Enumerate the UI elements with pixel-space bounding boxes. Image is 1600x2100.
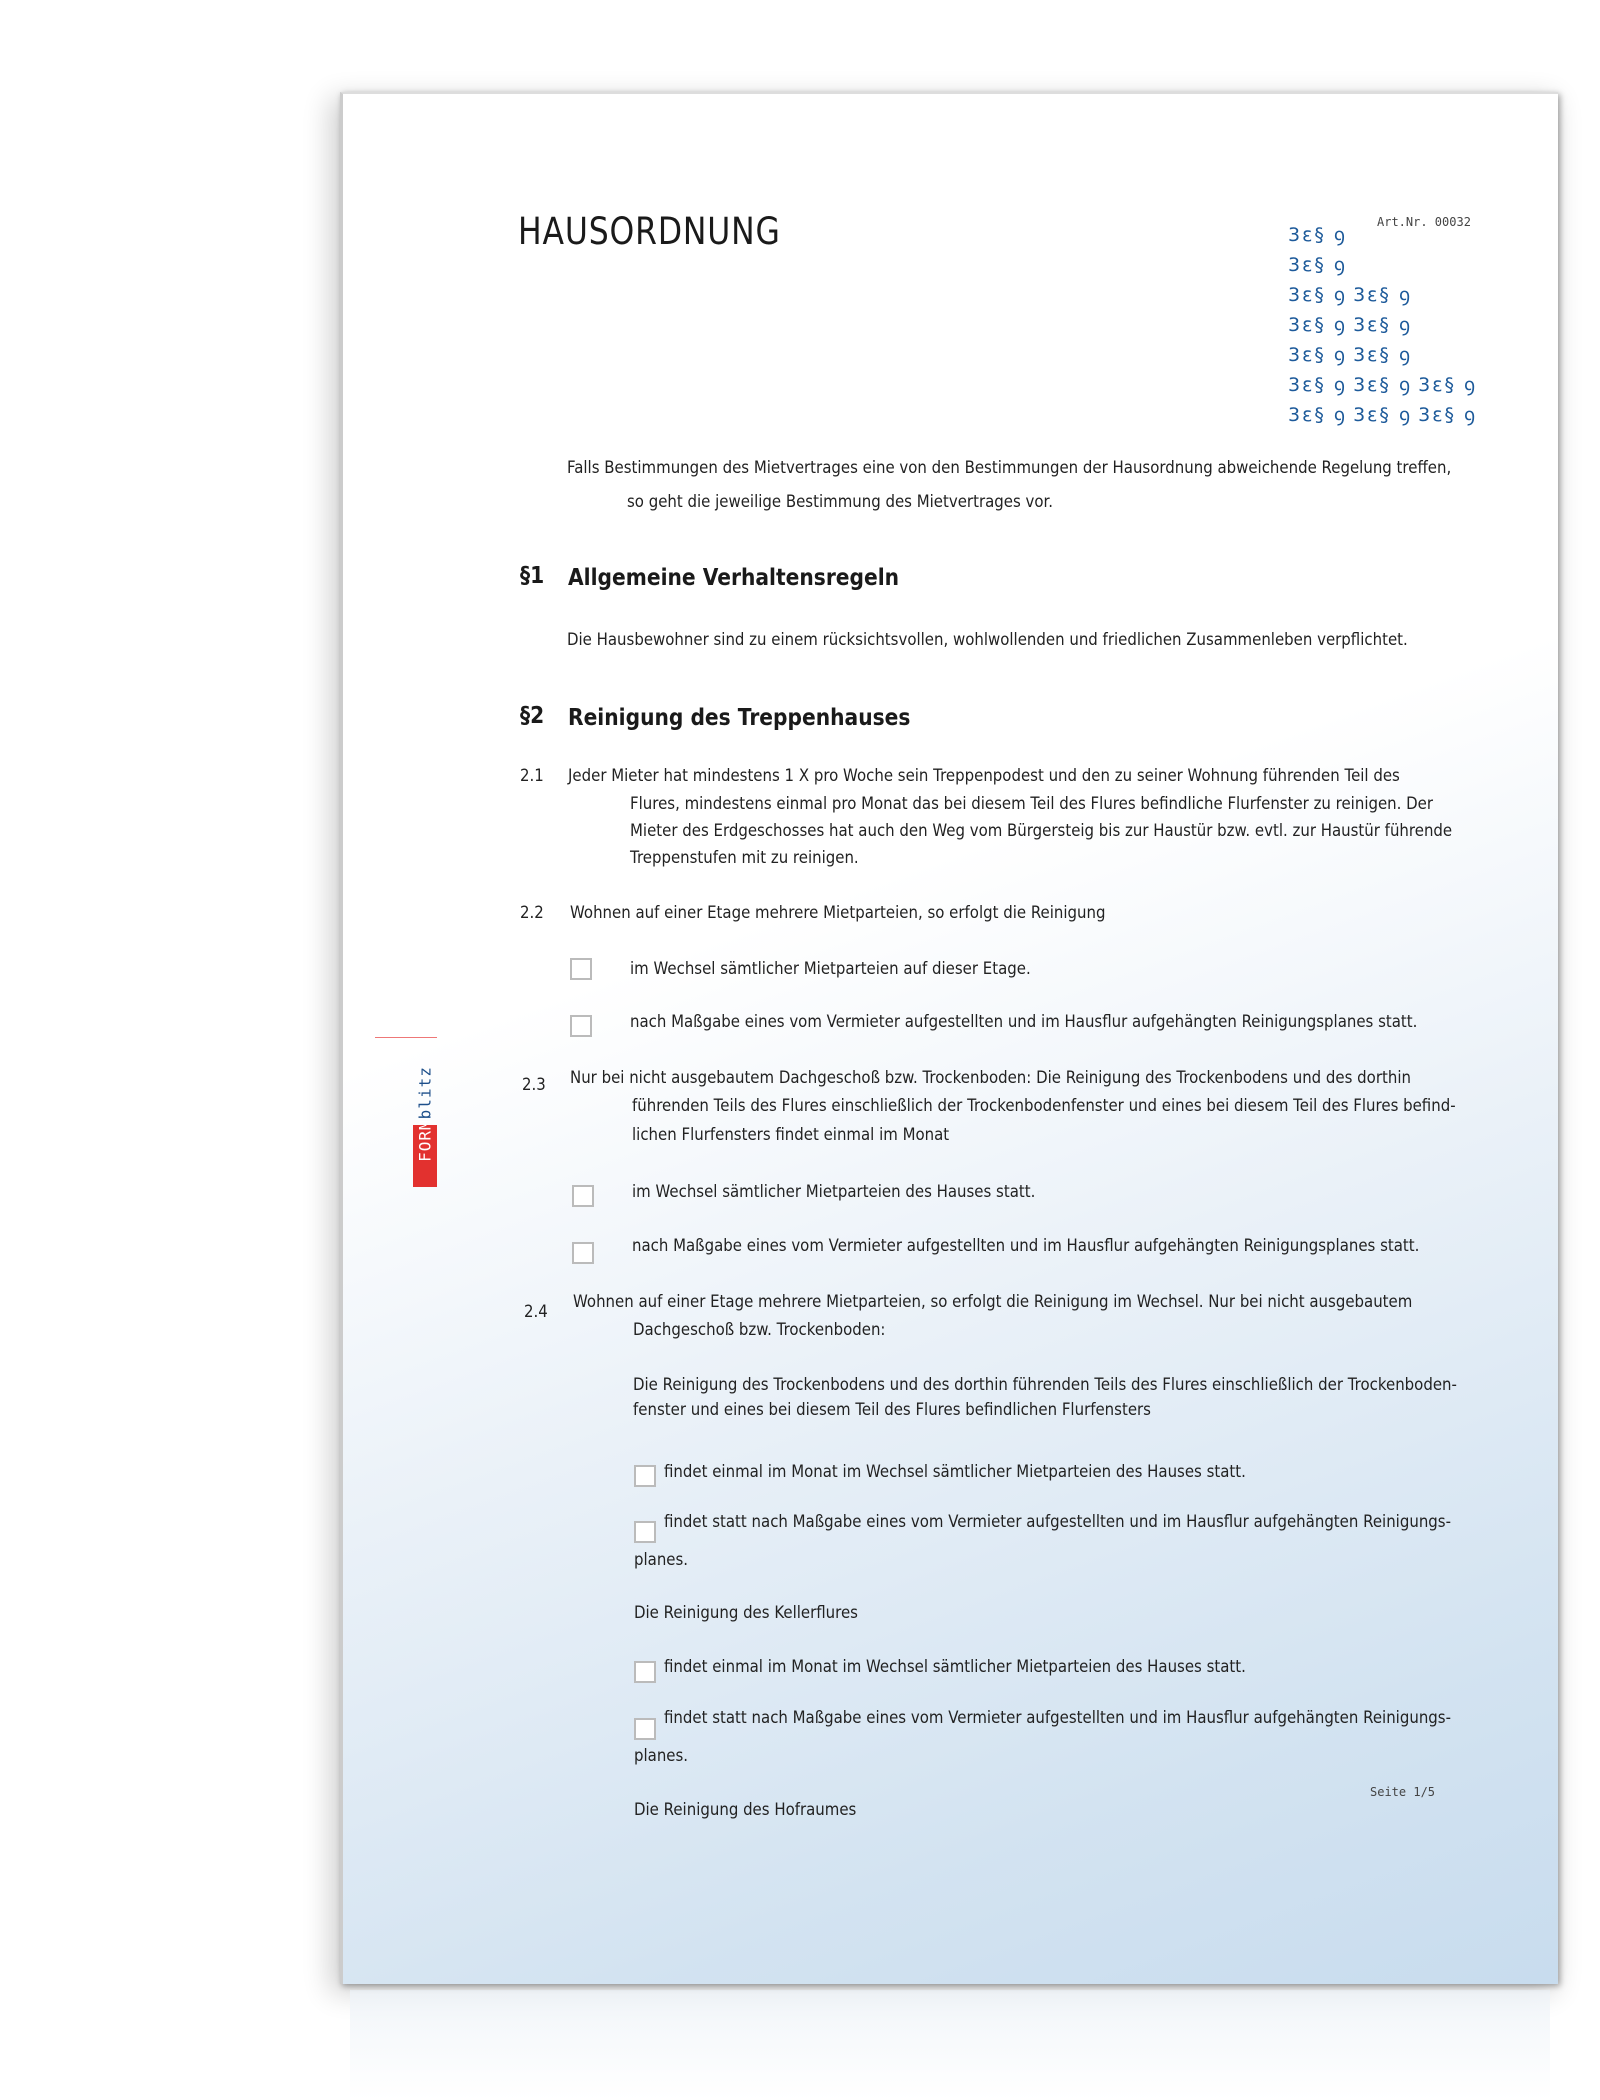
clause-line: Mieter des Erdgeschosses hat auch den Weg vom Bürgersteig bis zur Haustür bzw. evtl. zur Haustür führende bbox=[630, 821, 1453, 841]
clause-line: Die Reinigung des Trockenbodens und des dorthin führenden Teils des Flures einschließlich der Trockenboden- bbox=[633, 1375, 1457, 1395]
pattern-glyphs: 3ε§ ꝯ bbox=[1353, 344, 1413, 366]
logo-line bbox=[375, 1037, 437, 1038]
subheading: Die Reinigung des Kellerflures bbox=[634, 1603, 858, 1623]
section-number: §1 bbox=[520, 563, 545, 589]
checkbox-label: nach Maßgabe eines vom Vermieter aufgestellten und im Hausflur aufgehängten Reinigungsplanes statt. bbox=[632, 1236, 1420, 1256]
clause-line: Flures, mindestens einmal pro Monat das bei diesem Teil des Flures befindliche Flurfenster zu reinigen. Der bbox=[630, 794, 1434, 814]
clause-line: Wohnen auf einer Etage mehrere Mietparteien, so erfolgt die Reinigung im Wechsel. Nur bei nicht ausgebautem bbox=[573, 1292, 1413, 1312]
pattern-glyphs: 3ε§ ꝯ bbox=[1353, 284, 1413, 306]
subheading: Die Reinigung des Hofraumes bbox=[634, 1800, 857, 1820]
page-reflection bbox=[350, 1990, 1550, 2100]
checkbox-label: im Wechsel sämtlicher Mietparteien des Hauses statt. bbox=[632, 1182, 1036, 1202]
pattern-glyphs: 3ε§ ꝯ bbox=[1288, 374, 1348, 396]
clause-line: lichen Flurfensters findet einmal im Monat bbox=[632, 1125, 950, 1145]
clause-number: 2.2 bbox=[520, 903, 544, 923]
clause-line: Jeder Mieter hat mindestens 1 X pro Woche sein Treppenpodest und den zu seiner Wohnung führenden Teil des bbox=[568, 766, 1400, 786]
section-text: Die Hausbewohner sind zu einem rücksichtsvollen, wohlwollenden und friedlichen Zusammenleben verpflichtet. bbox=[567, 630, 1408, 650]
pattern-glyphs: 3ε§ ꝯ bbox=[1353, 314, 1413, 336]
clause-line: fenster und eines bei diesem Teil des Flures befindlichen Flurfensters bbox=[633, 1400, 1151, 1420]
pattern-glyphs: 3ε§ ꝯ bbox=[1353, 374, 1413, 396]
pattern-glyphs: 3ε§ ꝯ bbox=[1288, 224, 1348, 246]
clause-line: Wohnen auf einer Etage mehrere Mietparteien, so erfolgt die Reinigung bbox=[570, 903, 1106, 923]
document-title: HAUSORDNUNG bbox=[518, 210, 781, 253]
logo-blitz-text: blitz bbox=[415, 1066, 435, 1120]
checkbox-label: findet einmal im Monat im Wechsel sämtlicher Mietparteien des Hauses statt. bbox=[664, 1657, 1246, 1677]
pattern-glyphs: 3ε§ ꝯ bbox=[1288, 404, 1348, 426]
formblitz-logo bbox=[413, 1040, 437, 1187]
checkbox-label: findet statt nach Maßgabe eines vom Vermieter aufgestellten und im Hausflur aufgehängten Reinigungs- bbox=[664, 1708, 1451, 1728]
clause-line: Treppenstufen mit zu reinigen. bbox=[630, 848, 859, 868]
clause-line: Dachgeschoß bzw. Trockenboden: bbox=[633, 1320, 886, 1340]
intro-line: Falls Bestimmungen des Mietvertrages eine von den Bestimmungen der Hausordnung abweichende Regelung treffen, bbox=[567, 458, 1452, 478]
section-title: Reinigung des Treppenhauses bbox=[568, 705, 911, 731]
checkbox[interactable] bbox=[634, 1465, 656, 1487]
intro-line: so geht die jeweilige Bestimmung des Mietvertrages vor. bbox=[627, 492, 1054, 512]
checkbox[interactable] bbox=[570, 958, 592, 980]
checkbox-label: planes. bbox=[634, 1550, 689, 1570]
pattern-glyphs: 3ε§ ꝯ bbox=[1288, 344, 1348, 366]
checkbox[interactable] bbox=[634, 1521, 656, 1543]
checkbox[interactable] bbox=[570, 1015, 592, 1037]
pattern-glyphs: 3ε§ ꝯ bbox=[1288, 314, 1348, 336]
paragraph-pattern-decoration bbox=[1288, 190, 1508, 440]
article-number: Art.Nr. 00032 bbox=[1377, 215, 1471, 229]
checkbox-label: findet statt nach Maßgabe eines vom Vermieter aufgestellten und im Hausflur aufgehängten Reinigungs- bbox=[664, 1512, 1451, 1532]
pattern-glyphs: 3ε§ ꝯ bbox=[1353, 404, 1413, 426]
pattern-glyphs: 3ε§ ꝯ bbox=[1288, 254, 1348, 276]
checkbox[interactable] bbox=[572, 1242, 594, 1264]
clause-number: 2.1 bbox=[520, 766, 544, 786]
checkbox-label: nach Maßgabe eines vom Vermieter aufgestellten und im Hausflur aufgehängten Reinigungsplanes statt. bbox=[630, 1012, 1418, 1032]
clause-number: 2.4 bbox=[524, 1302, 548, 1322]
checkbox[interactable] bbox=[634, 1718, 656, 1740]
section-title: Allgemeine Verhaltensregeln bbox=[568, 565, 900, 591]
pattern-glyphs: 3ε§ ꝯ bbox=[1288, 284, 1348, 306]
checkbox-label: planes. bbox=[634, 1746, 689, 1766]
pattern-glyphs: 3ε§ ꝯ bbox=[1418, 404, 1478, 426]
logo-form-text: FORM bbox=[415, 1119, 435, 1162]
checkbox[interactable] bbox=[572, 1185, 594, 1207]
clause-number: 2.3 bbox=[522, 1075, 546, 1095]
clause-line: führenden Teils des Flures einschließlich der Trockenbodenfenster und eines bei diesem Teil des Flures befind- bbox=[632, 1096, 1456, 1116]
checkbox-label: im Wechsel sämtlicher Mietparteien auf dieser Etage. bbox=[630, 959, 1031, 979]
pattern-glyphs: 3ε§ ꝯ bbox=[1418, 374, 1478, 396]
clause-line: Nur bei nicht ausgebautem Dachgeschoß bzw. Trockenboden: Die Reinigung des Trockenbodens und des dorthin bbox=[570, 1068, 1411, 1088]
section-number: §2 bbox=[520, 703, 545, 729]
page-number: Seite 1/5 bbox=[1370, 1785, 1436, 1799]
checkbox-label: findet einmal im Monat im Wechsel sämtlicher Mietparteien des Hauses statt. bbox=[664, 1462, 1246, 1482]
checkbox[interactable] bbox=[634, 1661, 656, 1683]
